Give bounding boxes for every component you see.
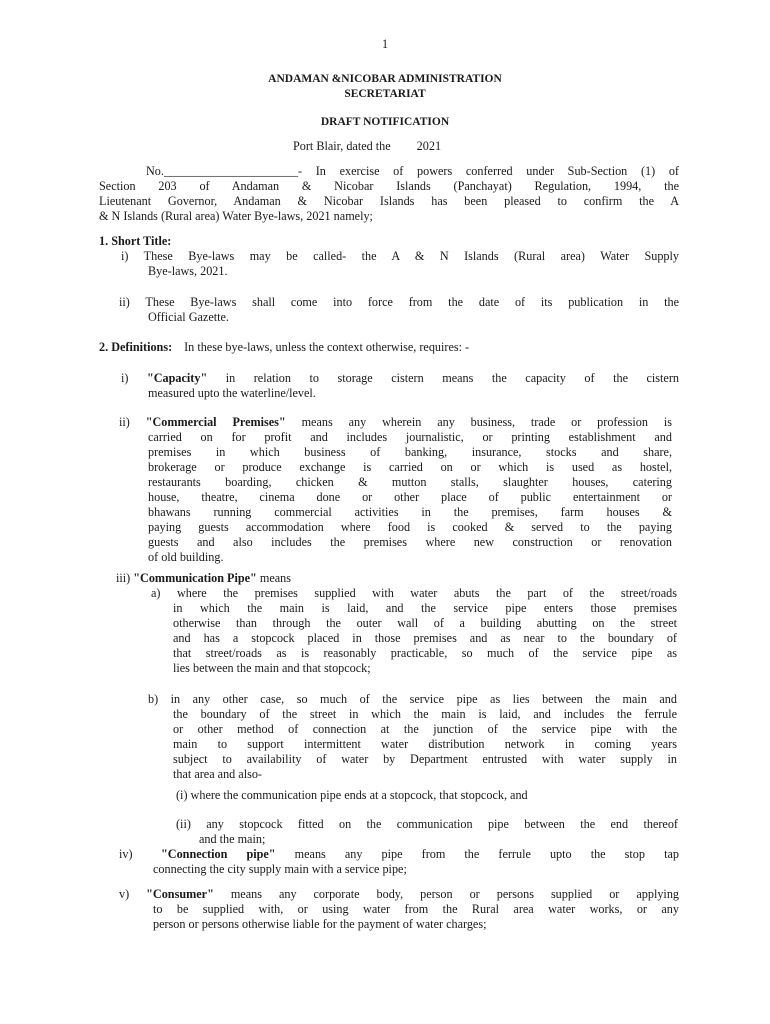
definition-text: in relation to storage cistern means the capacity of the cistern (207, 371, 679, 385)
subclause-line: main to support intermittent water distribution network in coming years (173, 737, 677, 751)
subclause-line: a) where the premises supplied with water abuts the part of the street/roads (151, 586, 677, 600)
subclause-line: in which the main is laid, and the service pipe enters those premises (173, 601, 677, 615)
definition-line: paying guests accommodation where food is cooked & served to the paying (148, 520, 672, 534)
clause-line: i) These Bye-laws may be called- the A & N Islands (Rural area) Water Supply (121, 249, 679, 263)
section-heading-definitions: 2. Definitions: (99, 340, 173, 354)
definition-line: bhawans running commercial activities in the premises, farm houses & (148, 505, 672, 519)
preamble-line: No.______________________- In exercise of powers conferred under Sub-Section (1) of (146, 164, 679, 178)
subclause-line: otherwise than through the outer wall of a building abutting on the street (173, 616, 677, 630)
place-date (293, 139, 441, 154)
definition-consumer (119, 887, 679, 902)
place-date-text: Port Blair, dated the (293, 139, 391, 153)
section-heading-short-title: 1. Short Title: (99, 234, 172, 248)
definition-line: measured upto the waterline/level. (148, 386, 316, 400)
preamble-line: & N Islands (Rural area) Water Bye-laws, 2021 namely; (99, 209, 373, 223)
item-number: v) (119, 887, 147, 901)
item-number: iv) (119, 847, 133, 861)
notification-title: DRAFT NOTIFICATION (320, 116, 450, 128)
definition-text: means any corporate body, person or persons supplied or applying (213, 887, 680, 901)
definition-text: means (256, 571, 292, 585)
preamble-line: Lieutenant Governor, Andaman & Nicobar Islands has been pleased to confirm the A (99, 194, 679, 208)
definition-line: guests and also includes the premises where new construction or renovation (148, 535, 672, 549)
clause-line: ii) These Bye-laws shall come into force from the date of its publication in the (119, 295, 679, 309)
definition-line: restaurants boarding, chicken & mutton stalls, slaughter houses, catering (148, 475, 672, 489)
subclause-line: b) in any other case, so much of the service pipe as lies between the main and (148, 692, 677, 706)
subclause-line: (ii) any stopcock fitted on the communication pipe between the end thereof (176, 817, 678, 831)
definition-text: means any wherein any business, trade or profession is (285, 415, 672, 429)
definition-communication-pipe (116, 571, 291, 586)
clause-line: Official Gazette. (148, 310, 229, 324)
item-number: iii) (116, 571, 134, 585)
page-number: 1 (381, 37, 389, 51)
subclause-line: or other method of connection at the junction of the service pipe with the (173, 722, 677, 736)
definition-line: house, theatre, cinema done or other place of public entertainment or (148, 490, 672, 504)
subclause-line: lies between the main and that stopcock; (173, 661, 371, 675)
definition-capacity (121, 371, 679, 386)
subclause-line: and the main; (199, 832, 266, 846)
dept-heading: SECRETARIAT (344, 88, 426, 100)
year: 2021 (416, 139, 442, 153)
definition-commercial-premises (119, 415, 672, 430)
definition-line: connecting the city supply main with a service pipe; (153, 862, 407, 876)
definitions-heading-line (99, 340, 469, 355)
preamble-line: Section 203 of Andaman & Nicobar Islands (Panchayat) Regulation, 1994, the (99, 179, 679, 193)
defined-term: "Consumer" (146, 887, 214, 901)
definition-line: of old building. (148, 550, 224, 564)
defined-term: "Connection pipe" (161, 847, 276, 861)
defined-term: "Commercial Premises" (145, 415, 286, 429)
item-number: ii) (119, 415, 146, 429)
defined-term: "Capacity" (146, 371, 208, 385)
definition-line: person or persons otherwise liable for the payment of water charges; (153, 917, 487, 931)
subclause-line: the boundary of the street in which the main is laid, and includes the ferrule (173, 707, 677, 721)
org-heading: ANDAMAN &NICOBAR ADMINISTRATION (268, 73, 502, 85)
subclause-line: and has a stopcock placed in those premises and as near to the boundary of (173, 631, 677, 645)
subclause-line: (i) where the communication pipe ends at a stopcock, that stopcock, and (176, 788, 528, 802)
defined-term: "Communication Pipe" (133, 571, 257, 585)
definition-line: carried on for profit and includes journalistic, or printing establishment and (148, 430, 672, 444)
definition-line: brokerage or produce exchange is carried on or which is used as hostel, (148, 460, 672, 474)
subclause-line: that area and also- (173, 767, 262, 781)
subclause-line: subject to availability of water by Department entrusted with water supply in (173, 752, 677, 766)
definitions-intro: In these bye-laws, unless the context otherwise, requires: - (184, 340, 470, 354)
definition-connection-pipe (161, 847, 679, 862)
definition-line: to be supplied with, or using water from the Rural area water works, or any (153, 902, 679, 916)
definition-text: means any pipe from the ferrule upto the stop tap (275, 847, 679, 861)
subclause-line: that street/roads as is reasonably practicable, so much of the service pipe as (173, 646, 677, 660)
item-number: i) (121, 371, 147, 385)
definition-line: premises in which business of banking, insurance, stocks and share, (148, 445, 672, 459)
clause-line: Bye-laws, 2021. (148, 264, 228, 278)
